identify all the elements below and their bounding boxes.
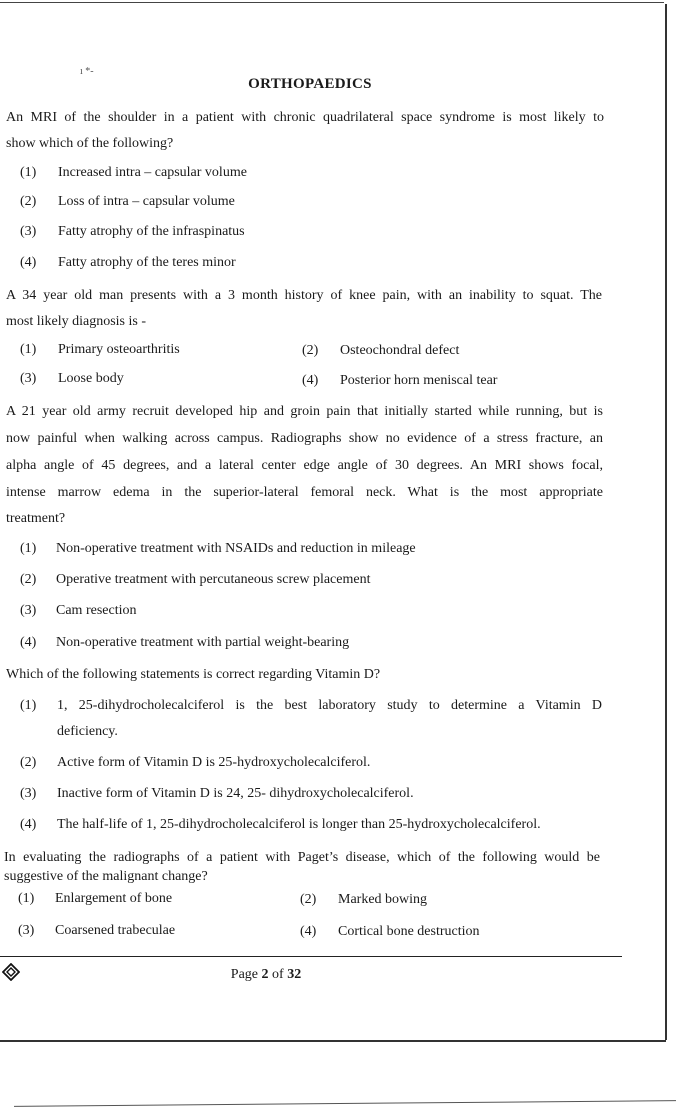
q5-option-1-text: Enlargement of bone [55, 891, 173, 906]
q3-option-2-number: (2) [20, 572, 37, 587]
q5-option-2-number: (2) [300, 892, 317, 907]
q5-option-4-text: Cortical bone destruction [338, 924, 480, 939]
q5-option-3-text: Coarsened trabeculae [55, 923, 176, 938]
footer-total-pages: 32 [287, 967, 302, 982]
q2-option-3-text: Loose body [58, 371, 124, 386]
q1-option-2-number: (2) [20, 194, 37, 209]
top-border [0, 2, 664, 3]
q1-option-3-number: (3) [20, 224, 37, 239]
corner-mark: ı *- [80, 66, 94, 77]
page-number-footer [0, 967, 532, 983]
q2-stem-line-2: most likely diagnosis is - [6, 314, 146, 329]
q3-option-3-text: Cam resection [56, 603, 137, 618]
q5-stem-line-1: In evaluating the radiographs of a patient with Paget’s disease, which of the following would be [4, 850, 600, 865]
q4-option-4-text: The half-life of 1, 25-dihydrocholecalciferol is longer than 25-hydroxycholecalciferol. [57, 817, 541, 832]
footer-current-page: 2 [261, 967, 269, 982]
q1-option-1-text: Increased intra – capsular volume [58, 165, 247, 180]
q5-option-3-number: (3) [18, 923, 35, 938]
q3-stem-line-2: now painful when walking across campus. Radiographs show no evidence of a stress fracture, an [6, 431, 603, 446]
q1-option-3-text: Fatty atrophy of the infraspinatus [58, 224, 245, 239]
page-right-edge [665, 4, 667, 1040]
q1-option-1-number: (1) [20, 165, 37, 180]
q3-option-2-text: Operative treatment with percutaneous screw placement [56, 572, 371, 587]
q2-option-4-number: (4) [302, 373, 319, 388]
q3-option-1-text: Non-operative treatment with NSAIDs and reduction in mileage [56, 541, 416, 556]
q4-option-1-number: (1) [20, 698, 37, 713]
q1-stem-line-2: show which of the following? [6, 136, 174, 151]
scan-artifact-line [14, 1100, 676, 1107]
q4-option-1-text: 1, 25-dihydrocholecalciferol is the best laboratory study to determine a Vitamin D [57, 698, 602, 713]
q5-option-2-text: Marked bowing [338, 892, 428, 907]
q5-stem-line-2: suggestive of the malignant change? [4, 869, 208, 884]
q4-option-3-number: (3) [20, 786, 37, 801]
q3-stem-line-5: treatment? [6, 511, 66, 526]
footer-rule [0, 956, 622, 957]
q3-option-4-number: (4) [20, 635, 37, 650]
q1-option-4-text: Fatty atrophy of the teres minor [58, 255, 236, 270]
q1-option-4-number: (4) [20, 255, 37, 270]
q3-stem-line-4: intense marrow edema in the superior-lateral femoral neck. What is the most appropriate [6, 485, 603, 500]
q1-stem-line-1: An MRI of the shoulder in a patient with chronic quadrilateral space syndrome is most likely to [6, 110, 604, 125]
footer-page-label: Page [230, 967, 262, 982]
q2-option-4-text: Posterior horn meniscal tear [340, 373, 498, 388]
page-title: ORTHOPAEDICS [248, 76, 372, 92]
q5-option-4-number: (4) [300, 924, 317, 939]
q5-option-1-number: (1) [18, 891, 35, 906]
q2-option-1-text: Primary osteoarthritis [58, 342, 180, 357]
q2-option-1-number: (1) [20, 342, 37, 357]
q3-option-4-text: Non-operative treatment with partial weight-bearing [56, 635, 350, 650]
q4-option-1-text-cont: deficiency. [57, 724, 118, 739]
page-bottom-edge [0, 1040, 666, 1042]
q2-option-2-number: (2) [302, 343, 319, 358]
q2-stem-line-1: A 34 year old man presents with a 3 month history of knee pain, with an inability to squat. The [6, 288, 602, 303]
q4-option-2-number: (2) [20, 755, 37, 770]
q4-stem-line-1: Which of the following statements is correct regarding Vitamin D? [6, 667, 381, 682]
q2-option-2-text: Osteochondral defect [340, 343, 460, 358]
q3-stem-line-1: A 21 year old army recruit developed hip and groin pain that initially started while running, but is [6, 404, 603, 419]
q4-option-4-number: (4) [20, 817, 37, 832]
q2-option-3-number: (3) [20, 371, 37, 386]
q1-option-2-text: Loss of intra – capsular volume [58, 194, 235, 209]
footer-of-label: of [268, 967, 288, 982]
q3-option-1-number: (1) [20, 541, 37, 556]
q3-option-3-number: (3) [20, 603, 37, 618]
q3-stem-line-3: alpha angle of 45 degrees, and a lateral center edge angle of 30 degrees. An MRI shows focal, [6, 458, 603, 473]
q4-option-3-text: Inactive form of Vitamin D is 24, 25- dihydroxycholecalciferol. [57, 786, 414, 801]
q4-option-2-text: Active form of Vitamin D is 25-hydroxycholecalciferol. [57, 755, 371, 770]
